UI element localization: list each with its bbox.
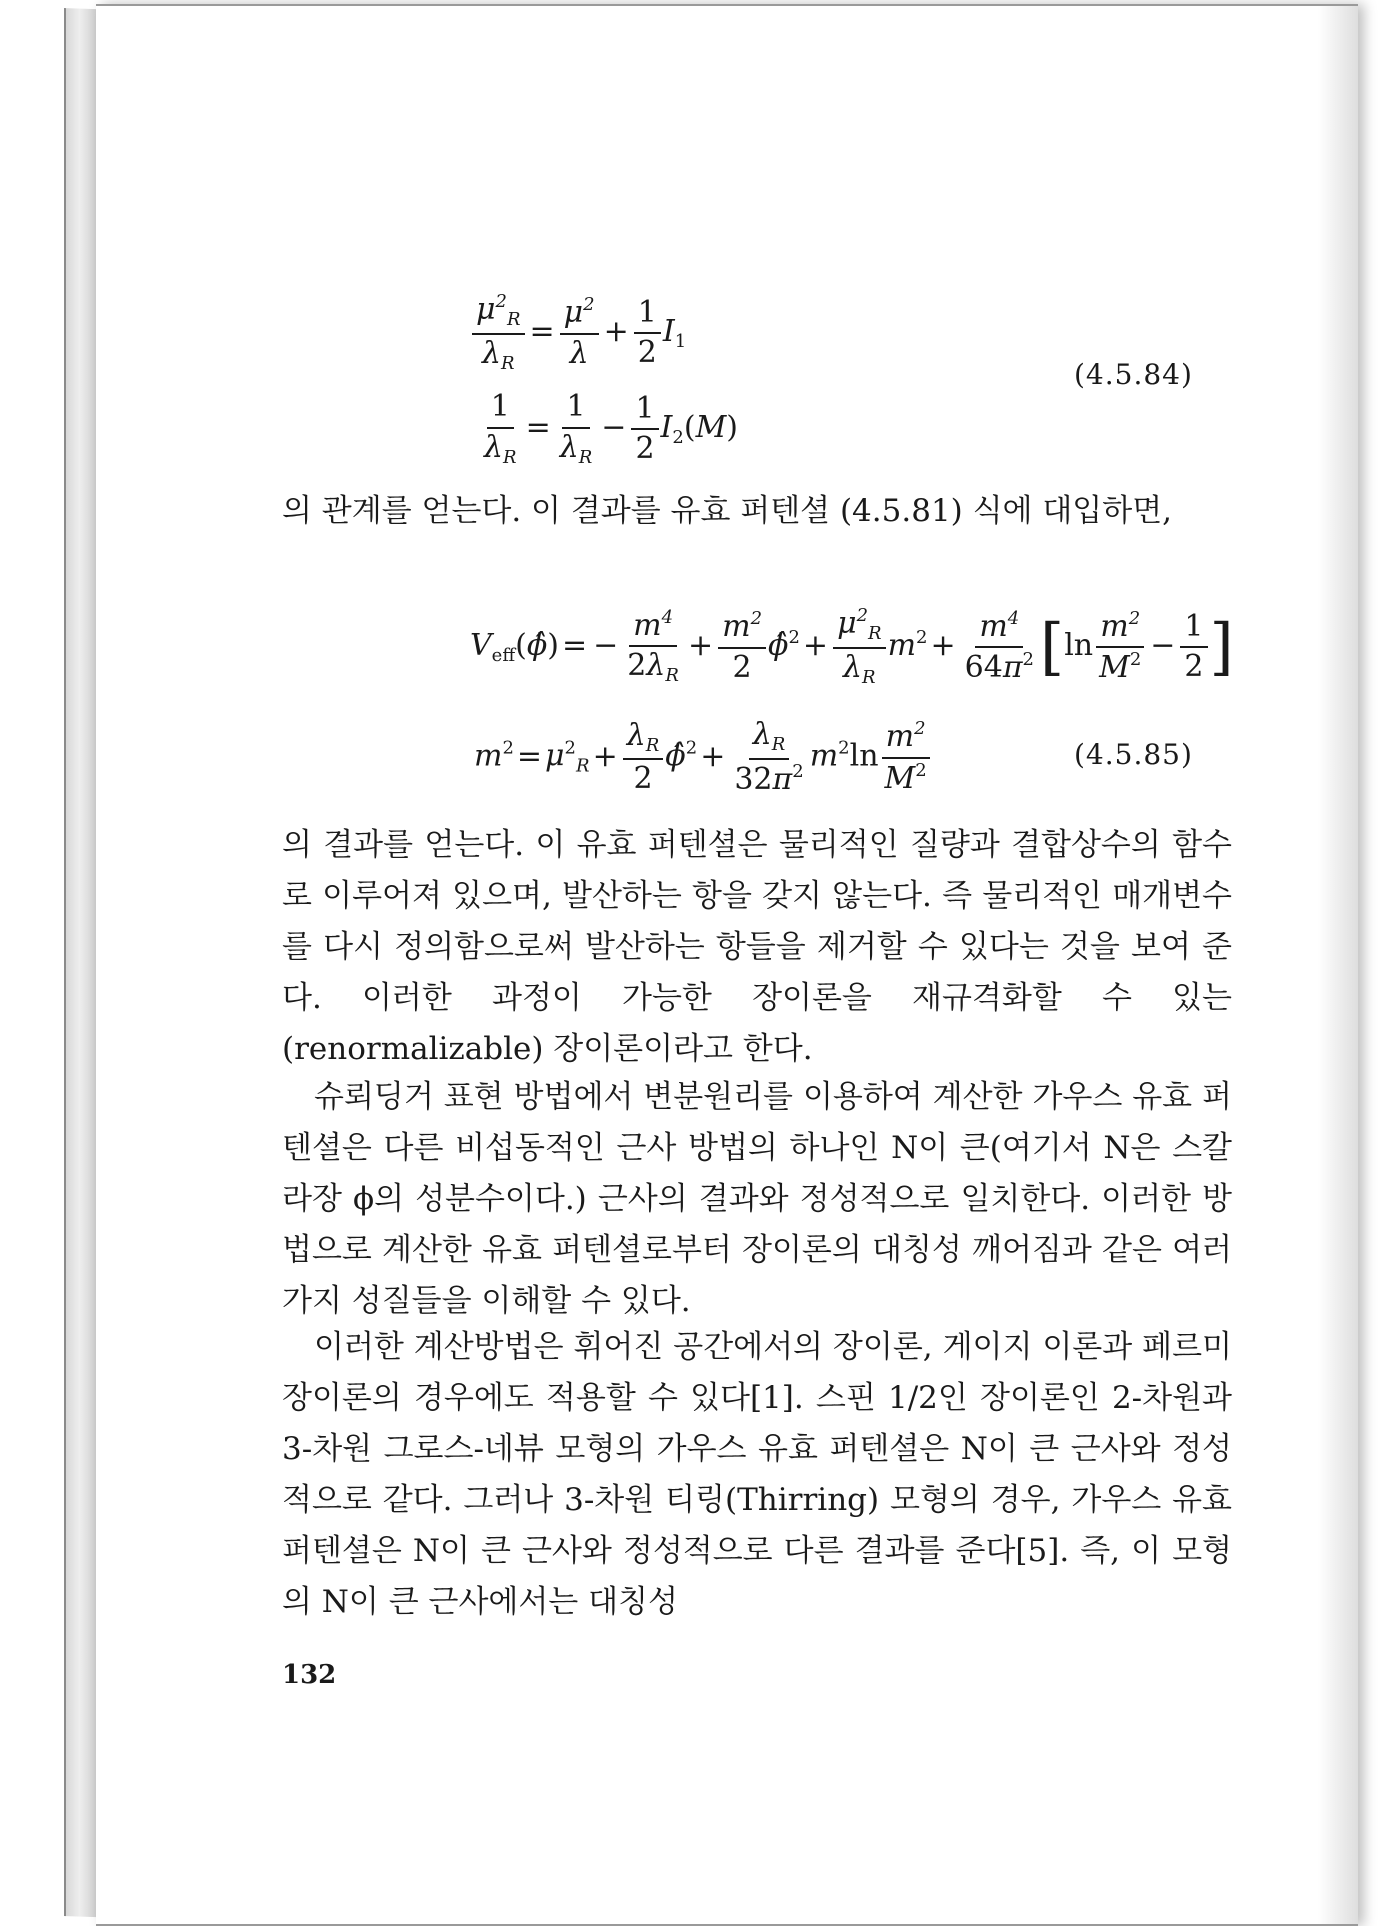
paragraph-1: 의 관계를 얻는다. 이 결과를 유효 퍼텐셜 (4.5.81) 식에 대입하면, [282, 493, 1172, 529]
equation-4-5-85: $m^2 = \mu^2_R$ + $\frac{\lambda_R}{2}$ ϕ̂$^2$ + $\frac{\lambda_R}{32\pi^2}$ $m^2\ln$ $\frac{m^2}{M^2}$ [474, 718, 933, 797]
equation-4-5-84-line2: $\frac{1}{\lambda_R}$ = $\frac{1}{\lambda_R}$ − $\frac{1}{2}$ $I_2(M)$ [484, 389, 738, 468]
page-number: 132 [282, 1660, 337, 1690]
book-spine-edge [64, 8, 100, 1917]
paragraph-3: 슈뢰딩거 표현 방법에서 변분원리를 이용하여 계산한 가우스 유효 퍼텐셜은 다른 비섭동적인 근사 방법의 하나인 N이 큰(여기서 N은 스칼라장 ϕ의 성분수이다.) 근사의 결과와 정성적으로 일치한다. 이러한 방법으로 계산한 유효 퍼텐셜로부터 장이론의 대칭성 깨어짐과 같은 여러 가지 성질들을 이해할 수 있다. [282, 1079, 1232, 1319]
paragraph-2: 의 결과를 얻는다. 이 유효 퍼텐셜은 물리적인 질량과 결합상수의 함수로 이루어져 있으며, 발산하는 항을 갖지 않는다. 즉 물리적인 매개변수를 다시 정의함으로써 발산하는 항들을 제거할 수 있다는 것을 보여 준다. 이러한 과정이 가능한 장이론을 재규격화할 수 있는(renormalizable) 장이론이라고 한다. [282, 827, 1232, 1067]
page-shadow [1318, 6, 1358, 1924]
equation-number-4-5-85: (4.5.85) [1074, 738, 1193, 771]
equation-effective-potential: $V_{eff}(\phî)$ = − $\frac{m^4}{2\lambda_R}$ + $\frac{m^2}{2}$ ϕ̂$^2$ + $\frac{\mu^2_R}{\lambda_R}$ $m^2$ + $\frac{m^4}{64\pi^2}$ [ln $\frac{m^2}{M^2}$ − $\frac{1}{2}$ ] [470, 605, 1234, 688]
equation-number-4-5-84: (4.5.84) [1074, 358, 1193, 391]
paragraph-4: 이러한 계산방법은 휘어진 공간에서의 장이론, 게이지 이론과 페르미 장이론의 경우에도 적용할 수 있다[1]. 스핀 1/2인 장이론인 2-차원과 3-차원 그로스-네뷰 모형의 가우스 유효 퍼텐셜은 N이 큰 근사와 정성적으로 같다. 그러나 3-차원 티링(Thirring) 모형의 경우, 가우스 유효 퍼텐셜은 N이 큰 근사와 정성적으로 다른 결과를 준다[5]. 즉, 이 모형의 N이 큰 근사에서는 대칭성 [282, 1329, 1232, 1620]
equation-4-5-84-line1: $\frac{\mu^2_R}{\lambda_R}$ = $\frac{\mu^2}{\lambda}$ + $\frac{1}{2}$ $I_1$ [470, 292, 686, 374]
